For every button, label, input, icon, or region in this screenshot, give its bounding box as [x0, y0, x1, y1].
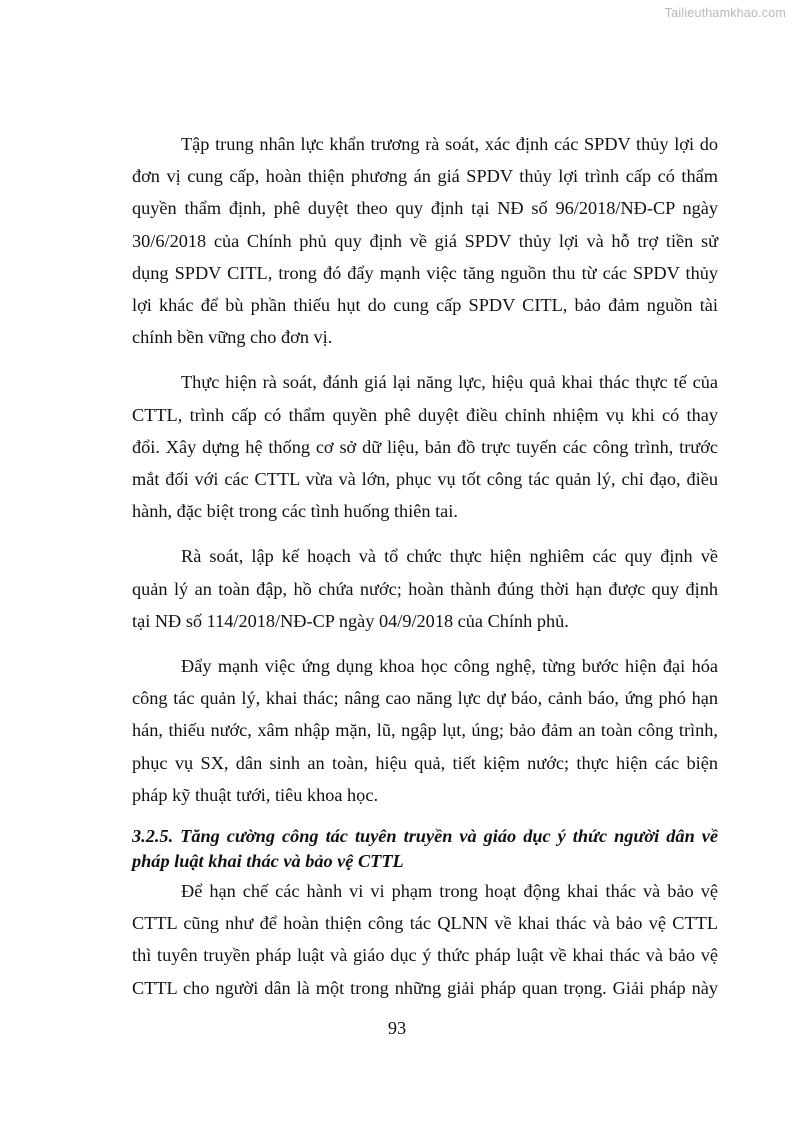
- text-line: tại NĐ số 114/2018/NĐ-CP ngày 04/9/2018 của Chính phủ.: [132, 610, 569, 631]
- text-line: dụng SPDV CITL, trong đó đẩy mạnh việc tăng nguồn thu từ các SPDV thủy: [132, 262, 718, 283]
- text-line: CTTL cho người dân là một trong những giải pháp quan trọng. Giải pháp này: [132, 977, 718, 998]
- text-line: hành, đặc biệt trong các tình huống thiên tai.: [132, 501, 458, 522]
- text-line: CTTL, trình cấp có thẩm quyền phê duyệt điều chỉnh nhiệm vụ khi có thay: [132, 404, 718, 425]
- text-line: CTTL cũng như để hoàn thiện công tác QLNN về khai thác và bảo vệ CTTL: [132, 913, 718, 934]
- text-line: đơn vị cung cấp, hoàn thiện phương án giá SPDV thủy lợi trình cấp có thẩm: [132, 166, 718, 187]
- text-line: Đẩy mạnh việc ứng dụng khoa học công nghệ, từng bước hiện đại hóa: [181, 656, 718, 677]
- text-line: phục vụ SX, dân sinh an toàn, hiệu quả, tiết kiệm nước; thực hiện các biện: [132, 752, 718, 773]
- text-line: Rà soát, lập kế hoạch và tổ chức thực hiện nghiêm các quy định về: [181, 546, 718, 567]
- text-line: thì tuyên truyền pháp luật và giáo dục ý thức pháp luật về khai thác và bảo vệ: [132, 945, 718, 966]
- text-line: lợi khác để bù phần thiếu hụt do cung cấp SPDV CITL, bảo đảm nguồn tài: [132, 295, 718, 316]
- paragraph-1: [132, 128, 718, 353]
- text-line: Để hạn chế các hành vi vi phạm trong hoạt động khai thác và bảo vệ: [181, 881, 718, 902]
- heading-line: pháp luật khai thác và bảo vệ CTTL: [132, 851, 404, 872]
- text-line: 30/6/2018 của Chính phủ quy định về giá SPDV thủy lợi và hỗ trợ tiền sử: [132, 230, 718, 251]
- paragraph-3: [132, 540, 718, 637]
- heading-line: 3.2.5. Tăng cường công tác tuyên truyền và giáo dục ý thức người dân về: [132, 826, 718, 847]
- text-line: Tập trung nhân lực khẩn trương rà soát, xác định các SPDV thủy lợi do: [181, 134, 718, 154]
- document-body: [132, 128, 718, 1017]
- text-line: pháp kỹ thuật tưới, tiêu khoa học.: [132, 784, 379, 805]
- text-line: hán, thiếu nước, xâm nhập mặn, lũ, ngập lụt, úng; bảo đảm an toàn công trình,: [132, 720, 718, 741]
- text-line: công tác quản lý, khai thác; nâng cao năng lực dự báo, cảnh báo, ứng phó hạn: [132, 688, 718, 709]
- section-heading: [132, 824, 718, 874]
- text-line: quản lý an toàn đập, hồ chứa nước; hoàn thành đúng thời hạn được quy định: [132, 578, 718, 599]
- text-line: đổi. Xây dựng hệ thống cơ sở dữ liệu, bản đồ trực tuyến các công trình, trước: [132, 436, 718, 457]
- text-line: quyền thẩm định, phê duyệt theo quy định tại NĐ số 96/2018/NĐ-CP ngày: [132, 198, 718, 219]
- paragraph-2: [132, 366, 718, 527]
- paragraph-5: [132, 875, 718, 1004]
- paragraph-4: [132, 650, 718, 811]
- watermark: Tailieuthamkhao.com: [664, 6, 786, 20]
- text-line: mắt đối với các CTTL vừa và lớn, phục vụ tốt công tác quản lý, chỉ đạo, điều: [132, 469, 718, 490]
- text-line: Thực hiện rà soát, đánh giá lại năng lực, hiệu quả khai thác thực tế của: [181, 372, 718, 393]
- text-line: chính bền vững cho đơn vị.: [132, 327, 333, 348]
- page-number: 93: [387, 1018, 407, 1038]
